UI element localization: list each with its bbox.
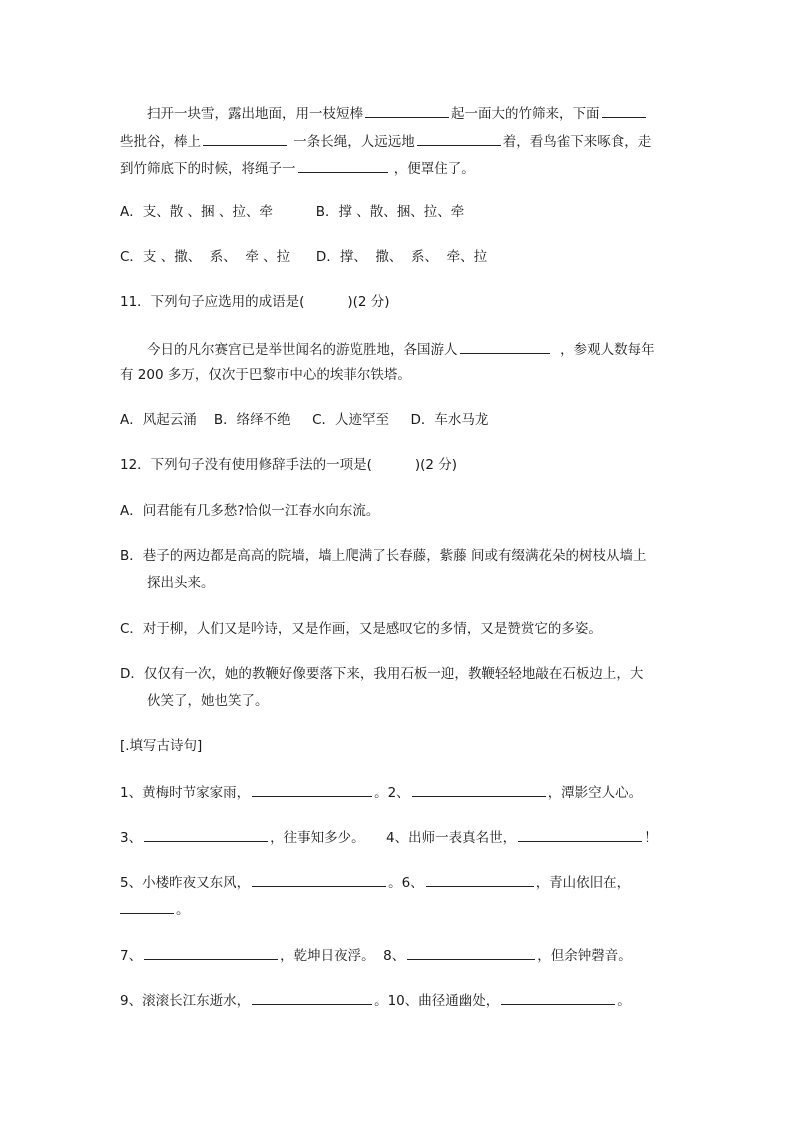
poetry-row-1 bbox=[120, 782, 642, 802]
q10-options-ab: A．支、散 、捆 、拉、牵 B．撑 、散、捆、拉、牵 bbox=[120, 204, 465, 220]
text: 。 bbox=[617, 993, 631, 1009]
blank-p11[interactable] bbox=[501, 990, 615, 1005]
blank-p8[interactable] bbox=[144, 945, 278, 960]
q12-option-b-line-1: B．巷子的两边都是高高的院墙，墙上爬满了长春藤，紫藤 间或有缀满花朵的树枝从墙上 bbox=[120, 548, 647, 564]
blank-p9[interactable] bbox=[407, 945, 535, 960]
passage-line-2 bbox=[120, 131, 651, 151]
text: ！ bbox=[644, 830, 658, 846]
blank-p6[interactable] bbox=[426, 872, 534, 887]
q12-title: 12．下列句子没有使用修辞手法的一项是( )(2 分) bbox=[120, 457, 458, 473]
poetry-row-3 bbox=[120, 872, 630, 892]
poetry-row-2 bbox=[120, 827, 658, 847]
text: ，往事知多少。 4、出师一表真名世， bbox=[270, 830, 517, 846]
text: ，乾坤日夜浮。 8、 bbox=[280, 948, 406, 964]
text: 些批谷，棒上 bbox=[120, 134, 201, 150]
blank-p10[interactable] bbox=[252, 990, 372, 1005]
blank-p7[interactable] bbox=[120, 899, 174, 914]
q11-options: A．风起云涌 B．络绎不绝 C．人迹罕至 D．车水马龙 bbox=[120, 412, 489, 428]
q12-option-d-line-2: 伙笑了，她也笑了。 bbox=[147, 693, 269, 709]
poetry-heading: [.填写古诗句] bbox=[120, 738, 203, 754]
text: 今日的凡尔赛宫已是举世闻名的游览胜地，各国游人 bbox=[147, 342, 458, 358]
text: 起一面大的竹筛来，下面 bbox=[451, 106, 600, 122]
text: ，参观人数每年 bbox=[551, 342, 655, 358]
text: ，便罩住了。 bbox=[389, 161, 475, 177]
text: 。6、 bbox=[388, 875, 424, 891]
text: ，但余钟磬音。 bbox=[537, 948, 632, 964]
blank-1[interactable] bbox=[365, 103, 449, 118]
text: ，潭影空人心。 bbox=[547, 785, 643, 801]
blank-p4[interactable] bbox=[518, 827, 642, 842]
text: 3、 bbox=[120, 830, 143, 846]
text: 5、小楼昨夜又东风， bbox=[120, 875, 251, 891]
q12-option-d-line-1: D．仅仅有一次，她的教鞭好像要落下来，我用石板一迎，教鞭轻轻地敲在石板边上，大 bbox=[120, 666, 644, 682]
q12-option-a: A．问君能有几多愁?恰似一江春水向东流。 bbox=[120, 503, 380, 519]
text: 。10、曲径通幽处， bbox=[374, 993, 500, 1009]
text: 着，看鸟雀下来啄食，走 bbox=[502, 134, 652, 150]
poetry-row-5 bbox=[120, 945, 632, 965]
q11-sentence-line-2: 有 200 多万，仅次于巴黎市中心的埃菲尔铁塔。 bbox=[120, 367, 411, 383]
text: 1、黄梅时节家家雨， bbox=[120, 785, 251, 801]
blank-q11[interactable] bbox=[460, 339, 550, 354]
q12-option-b-line-2: 探出头来。 bbox=[147, 575, 215, 591]
passage-line-3 bbox=[120, 158, 475, 178]
text: 一条长绳，人远远地 bbox=[289, 134, 415, 150]
blank-p3[interactable] bbox=[144, 827, 268, 842]
text: 到竹筛底下的时候，将绳子一 bbox=[120, 161, 296, 177]
blank-5[interactable] bbox=[298, 158, 388, 173]
blank-4[interactable] bbox=[417, 131, 501, 146]
passage-line-1 bbox=[147, 103, 648, 123]
blank-p1[interactable] bbox=[252, 782, 372, 797]
q12-option-c: C．对于柳，人们又是吟诗，又是作画，又是感叹它的多情，又是赞赏它的多姿。 bbox=[120, 621, 602, 637]
poetry-row-4 bbox=[120, 899, 190, 919]
text: ，青山依旧在， bbox=[535, 875, 631, 891]
blank-p5[interactable] bbox=[252, 872, 386, 887]
text: 。2、 bbox=[374, 785, 410, 801]
poetry-row-6 bbox=[120, 990, 631, 1010]
text: 9、滚滚长江东逝水， bbox=[120, 993, 251, 1009]
q11-sentence-line-1 bbox=[147, 339, 655, 359]
q11-title: 11．下列句子应选用的成语是( )(2 分) bbox=[120, 294, 390, 310]
blank-3[interactable] bbox=[203, 131, 287, 146]
blank-2[interactable] bbox=[602, 103, 646, 118]
text: 扫开一块雪，露出地面，用一枝短棒 bbox=[147, 106, 363, 122]
text: 7、 bbox=[120, 948, 143, 964]
blank-p2[interactable] bbox=[412, 782, 546, 797]
text: 。 bbox=[176, 902, 190, 918]
q10-options-cd: C．支 、撒、 系、 牵 、拉 D．撑、 撒、 系、 牵、拉 bbox=[120, 249, 488, 265]
